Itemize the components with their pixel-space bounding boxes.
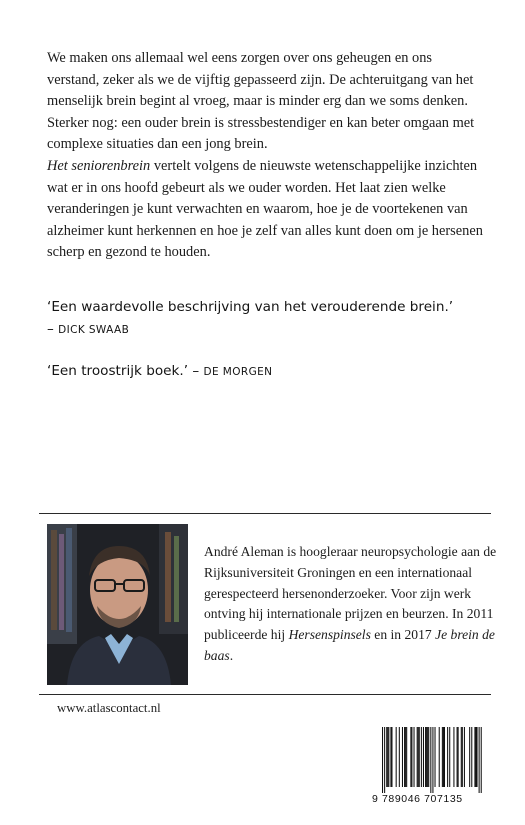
quote-source: DICK SWAAB xyxy=(58,324,130,336)
barcode-bar xyxy=(390,727,391,787)
barcode-bar xyxy=(432,727,433,793)
barcode-bar xyxy=(461,727,462,787)
blurb-paragraph-2 xyxy=(47,156,487,264)
barcode-bar xyxy=(464,727,465,787)
barcode-bar xyxy=(481,727,482,793)
barcode-bar xyxy=(396,727,397,787)
quote-text: ‘Een waardevolle beschrijving van het verouderende brein.’ xyxy=(47,299,454,315)
barcode-bar xyxy=(474,727,475,787)
barcode-bar xyxy=(457,727,458,787)
barcode-bar xyxy=(384,727,385,793)
review-quote-2 xyxy=(47,360,497,383)
barcode-bar xyxy=(423,727,424,787)
barcode-bar xyxy=(430,727,431,793)
book-title-je-brein-de-baas: Je brein de baas xyxy=(204,627,495,663)
barcode-bar xyxy=(405,727,406,787)
quote-source: DE MORGEN xyxy=(203,366,273,378)
blurb-paragraph-2-text: vertelt volgens de nieuwste wetenschappelijke inzichten wat er in ons hoofd gebeurt als we ouder worden. Het laat zien welke veranderingen je kunt verwachten en waarom, hoe je de voortekenen van alzheimer kunt herkennen en hoe je zelf van alles kunt doen om je hersenen scherp en gezond te houden. xyxy=(47,157,483,261)
isbn-barcode xyxy=(372,727,490,809)
barcode-bar xyxy=(387,727,388,787)
barcode-bar xyxy=(419,727,420,787)
barcode-bar xyxy=(479,727,480,793)
barcode-bar xyxy=(382,727,383,793)
barcode-bar xyxy=(447,727,448,787)
back-cover-blurb xyxy=(47,48,487,264)
barcode-bar xyxy=(477,727,478,787)
barcode-bar xyxy=(425,727,426,787)
bio-end: . xyxy=(229,647,234,663)
publisher-url: www.atlascontact.nl xyxy=(57,701,161,715)
barcode-bar xyxy=(411,727,412,787)
barcode-bar xyxy=(443,727,444,787)
barcode-bar xyxy=(410,727,411,787)
barcode-bars xyxy=(372,727,490,793)
barcode-bar xyxy=(402,727,403,787)
review-quote-1 xyxy=(47,296,497,341)
book-title-hersenspinsels: Hersenspinsels xyxy=(288,627,371,643)
barcode-bar xyxy=(414,727,415,787)
barcode-bar xyxy=(417,727,418,787)
quote-line xyxy=(47,360,497,383)
bio-middle: en in 2017 xyxy=(370,627,436,643)
barcode-bar xyxy=(391,727,392,787)
barcode-bar xyxy=(427,727,428,787)
barcode-bar xyxy=(469,727,470,787)
attribution-dash: – xyxy=(47,321,59,337)
barcode-bar xyxy=(453,727,454,787)
barcode-bar xyxy=(462,727,463,787)
barcode-bar xyxy=(426,727,427,787)
blurb-paragraph-1: We maken ons allemaal wel eens zorgen over ons geheugen en ons verstand, zeker als we de vijftig gepasseerd zijn. De achteruitgang van het menselijk brein begint al vroeg, maar is minder erg dan we soms denken. Sterker nog: een ouder brein is stressbestendiger en kan beter omgaan met complexe situaties dan een jong brein. xyxy=(47,50,475,153)
book-title-italic: Het seniorenbrein xyxy=(47,157,151,174)
author-bio-text xyxy=(204,542,504,667)
barcode-bar xyxy=(404,727,405,787)
barcode-bar xyxy=(442,727,443,787)
barcode-bar xyxy=(435,727,436,787)
bio-intro: André Aleman is hoogleraar neuropsychologie aan de Rijksuniversiteit Groningen en een internationaal gerespecteerd hersenonderzoeker. Voor zijn werk ontving hij internationale prijzen en beurzen. In 2011 publiceerde hij xyxy=(204,544,497,643)
author-bio xyxy=(204,542,504,667)
barcode-bar xyxy=(475,727,476,787)
barcode-bar xyxy=(458,727,459,787)
barcode-bar xyxy=(428,727,429,787)
barcode-bar xyxy=(386,727,387,787)
divider-bottom xyxy=(39,694,491,695)
barcode-bar xyxy=(421,727,422,787)
barcode-bar xyxy=(439,727,440,787)
barcode-bar xyxy=(406,727,407,787)
author-photo xyxy=(47,524,188,685)
barcode-bar xyxy=(449,727,450,787)
barcode-bar xyxy=(399,727,400,787)
barcode-bar xyxy=(418,727,419,787)
barcode-bar xyxy=(388,727,389,787)
quote-text: ‘Een troostrijk boek.’ xyxy=(47,363,189,379)
author-portrait-image xyxy=(47,524,188,685)
isbn-digits: 9 789046 707135 xyxy=(372,793,463,805)
quote-attribution xyxy=(47,318,497,341)
barcode-bar xyxy=(471,727,472,787)
barcode-bar xyxy=(444,727,445,787)
divider-top xyxy=(39,513,491,514)
attribution-dash: – xyxy=(188,363,204,379)
